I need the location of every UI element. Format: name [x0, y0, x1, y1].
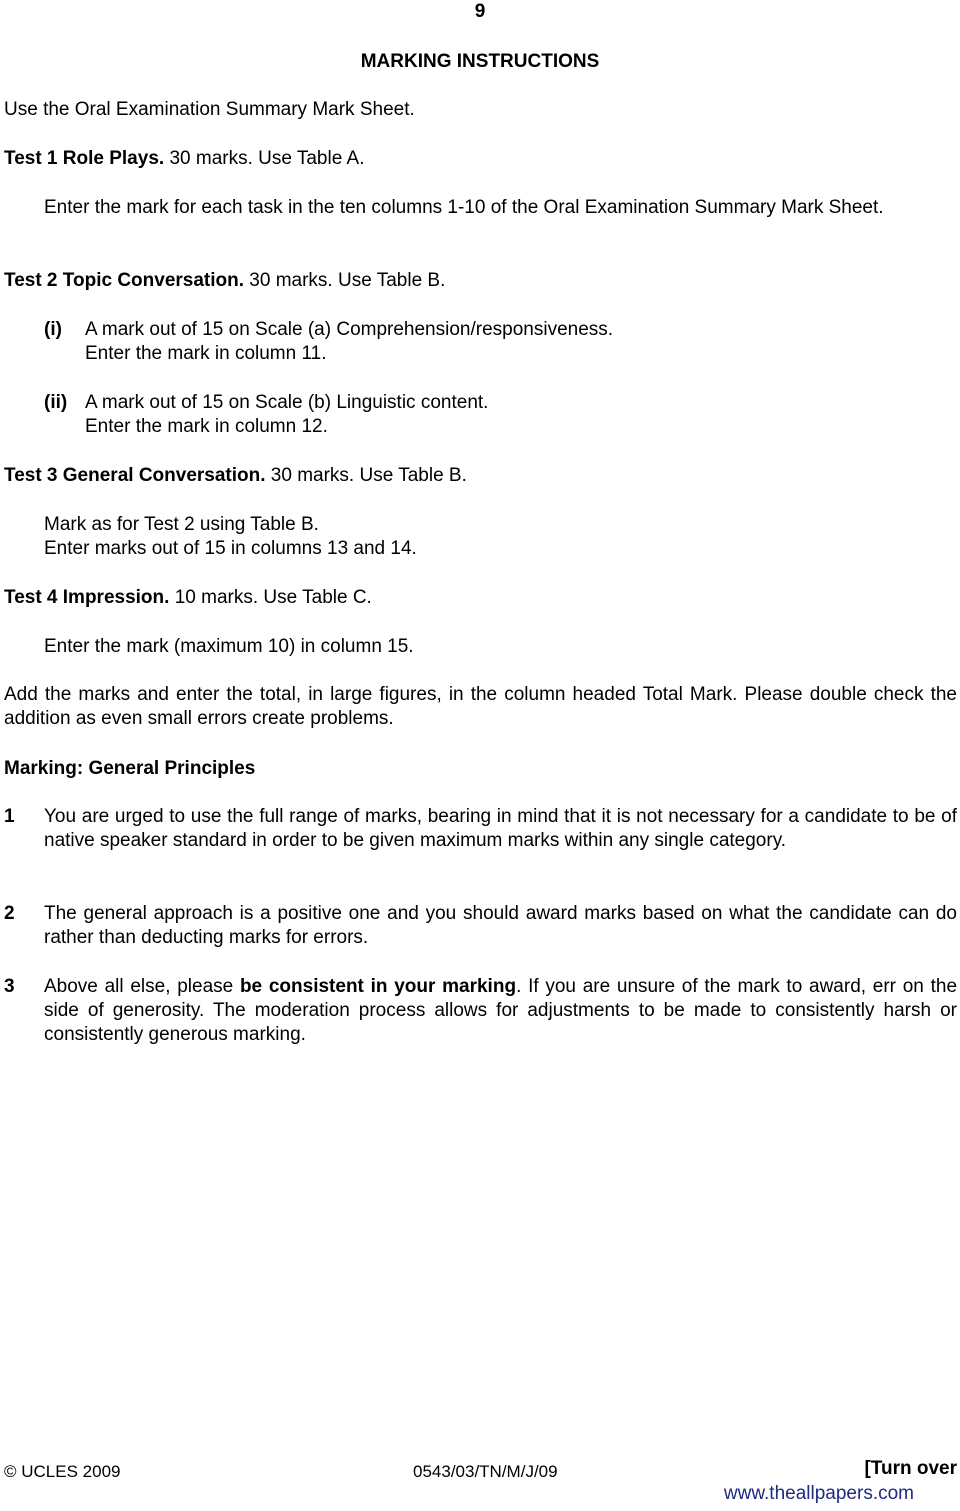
item-number: 1	[4, 806, 15, 827]
item-number: (i)	[44, 319, 62, 340]
item-line: Enter the mark in column 11.	[85, 343, 327, 364]
principles-heading: Marking: General Principles	[4, 758, 256, 779]
test3-marks: 30 marks. Use Table B.	[265, 465, 467, 486]
test2-title: Test 2 Topic Conversation.	[4, 270, 245, 291]
principle-emphasis: be consistent in your marking	[239, 976, 517, 997]
test1-title: Test 1 Role Plays.	[4, 148, 165, 169]
principle-text-part: Above all else, please	[44, 976, 240, 997]
principle-text-part: . If you are unsure of the mark to award, err on the side of generosity. The moderation process allows for adjustments to be made to consistently harsh or consistently generous marking.	[44, 976, 958, 1045]
item-line: Enter the mark in column 12.	[85, 416, 328, 437]
item-number: 3	[4, 976, 15, 997]
test2-item-i	[0, 318, 960, 366]
test2-item-ii	[0, 391, 960, 439]
test4-marks: 10 marks. Use Table C.	[169, 587, 372, 608]
test1-marks: 30 marks. Use Table A.	[164, 148, 365, 169]
test1-heading	[4, 147, 364, 171]
page-number: 9	[474, 1, 486, 22]
test1-instruction: Enter the mark for each task in the ten columns 1-10 of the Oral Examination Summary Mark Sheet.	[44, 197, 884, 218]
test2-marks: 30 marks. Use Table B.	[244, 270, 446, 291]
test2-heading	[4, 269, 445, 293]
website-link[interactable]: www.theallpapers.com	[723, 1483, 914, 1504]
test4-title: Test 4 Impression.	[4, 587, 170, 608]
total-note: Add the marks and enter the total, in large figures, in the column headed Total Mark. Please double check the addition as even small errors create problems.	[4, 684, 957, 729]
footer-copyright: © UCLES 2009	[4, 1462, 121, 1481]
principle-text: The general approach is a positive one and you should award marks based on what the candidate can do rather than deducting marks for errors.	[44, 903, 957, 948]
item-number: 2	[4, 903, 15, 924]
item-line: A mark out of 15 on Scale (a) Comprehension/responsiveness.	[85, 319, 614, 340]
item-number: (ii)	[44, 392, 68, 413]
test3-heading	[4, 464, 467, 488]
principle-text	[44, 975, 957, 1047]
item-line: A mark out of 15 on Scale (b) Linguistic content.	[85, 392, 489, 413]
test4-instruction: Enter the mark (maximum 10) in column 15.	[44, 636, 414, 657]
test3-title: Test 3 General Conversation.	[4, 465, 266, 486]
turn-over: [Turn over	[864, 1458, 957, 1479]
intro-text: Use the Oral Examination Summary Mark Sheet.	[4, 99, 415, 120]
test3-line: Enter marks out of 15 in columns 13 and 14.	[44, 538, 417, 559]
principle-text: You are urged to use the full range of marks, bearing in mind that it is not necessary for a candidate to be of native speaker standard in order to be given maximum marks within any single category.	[44, 806, 957, 851]
test3-line: Mark as for Test 2 using Table B.	[44, 514, 319, 535]
page-title: MARKING INSTRUCTIONS	[360, 51, 600, 72]
test4-heading	[4, 586, 372, 610]
footer-code: 0543/03/TN/M/J/09	[413, 1462, 558, 1481]
